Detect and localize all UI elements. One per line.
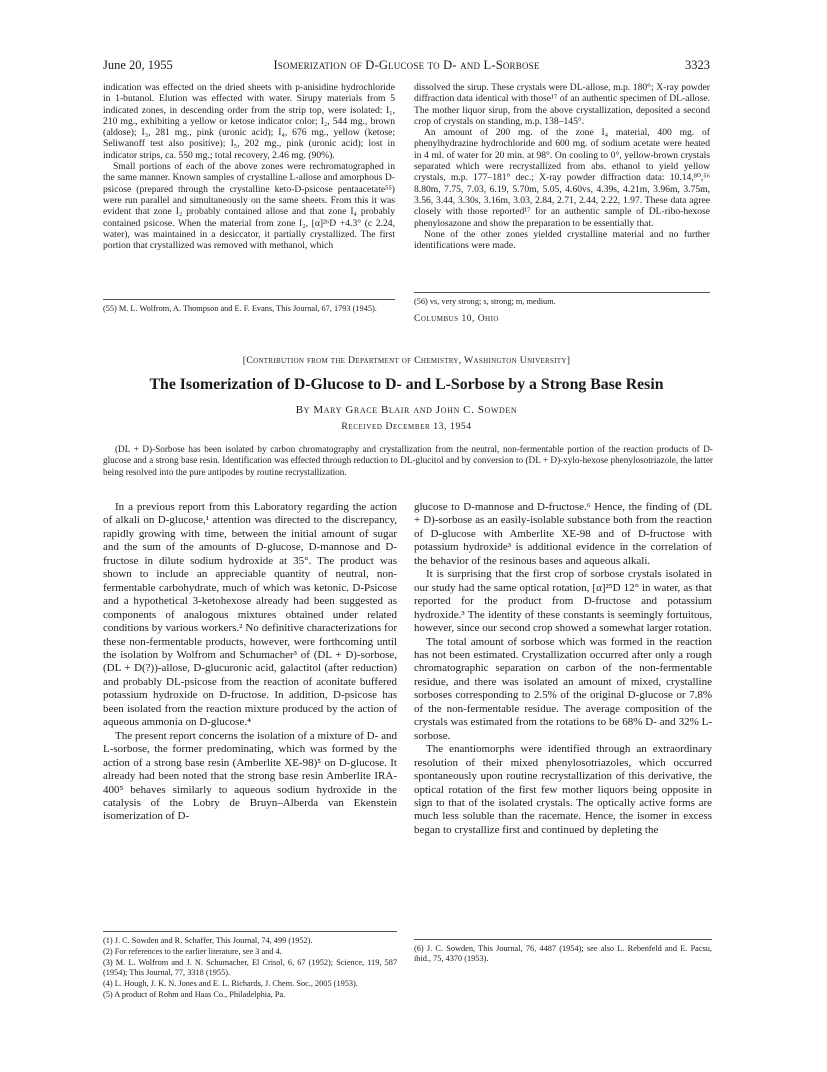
paragraph: The enantiomorphs were identified through an extraordinary resolution of their mixed phenylosotriazoles, which occurred spontaneously upon routine recrystallization of this derivative, the optical rotation of the first few mother liquors being opposite in sign to that of the isolated crystals. The optically active forms are much less soluble than the racemate. Hence, the isomer in excess began to crystallize first and continued by depleting the [414, 743, 712, 836]
footnote-rule [103, 931, 397, 932]
issue-date: June 20, 1955 [103, 58, 173, 72]
authors: By Mary Grace Blair and John C. Sowden [295, 404, 518, 416]
contribution-line: [Contribution from the Department of Chemistry, Washington University] [242, 355, 571, 366]
footnote-item: (56) vs, very strong; s, strong; m, medium. [414, 297, 556, 306]
footnote [103, 304, 395, 315]
footnote-item: (4) L. Hough, J. K. N. Jones and E. L. Richards, J. Chem. Soc., 2005 (1953). [103, 979, 358, 988]
paragraph: None of the other zones yielded crystalline material and no further identifications were made. [414, 228, 710, 252]
footnote [414, 297, 710, 308]
footnote-item: (6) J. C. Sowden, This Journal, 76, 4487 (1954); see also L. Rebenfeld and E. Pacsu, ibid., 75, 4370 (1953). [414, 944, 712, 963]
page-number: 3323 [685, 58, 710, 72]
footnote-item: (55) M. L. Wolfrom, A. Thompson and E. F. Evans, This Journal, 67, 1793 (1945). [103, 304, 377, 313]
paragraph: glucose to D-mannose and D-fructose.⁶ Hence, the finding of (DL + D)-sorbose as an easily-isolable substance both from the reaction of D-glucose with Amberlite XE-98 and of D-fructose with potassium hydroxide³ is additional evidence in the correlation of the behavior of the resinous bases and aqueous alkali. [414, 501, 712, 567]
paragraph: In a previous report from this Laboratory regarding the action of alkali on D-glucose,¹ attention was directed to the discrepancy, rapidly growing with time, between the initial amount of sugar and the sum of the amounts of D-glucose, D-mannose and D-fructose in dilute sodium hydroxide at 35°. The product was shown to include an appreciable quantity of neutral, non-fermentable carbohydrate, much of which was ketonic. D-Psicose and a hypothetical 3-ketohexose already had been suggested as components of analogous mixtures obtained under related conditions by various workers.² No definitive characterizations for these non-fermentable products, however, were forthcoming until the isolation by Wolfrom and Schumacher³ of (DL + D)-sorbose, (DL + D(?))-allose, D-glucuronic acid, galactitol (after reduction) and probably DL-psicose from the reaction of aconitate buffered potassium hydroxide on D-fructose. In addition, D-psicose has been isolated from the reaction mixture produced by the action of aqueous ammonia on D-glucose.⁴ [103, 501, 397, 729]
city-line: Columbus 10, Ohio [414, 314, 499, 324]
running-title: Isomerization of D-Glucose to D- and L-Sorbose [273, 58, 540, 72]
footnote-item: (5) A product of Rohm and Haas Co., Philadelphia, Pa. [103, 990, 286, 999]
received-date: Received December 13, 1954 [341, 421, 472, 432]
paragraph: The present report concerns the isolation of a mixture of D- and L-sorbose, the former predominating, which was formed by the action of a strong base resin (Amberlite XE-98)⁵ on D-glucose. It already had been noted that the strong base resin Amberlite IRA-400⁵ behaves similarly to aqueous sodium hydroxide in the catalysis of the Lobry de Bruyn–Alberda van Ekenstein isomerization of D- [103, 729, 397, 823]
footnote-item: (2) For references to the earlier literature, see 3 and 4. [103, 947, 282, 956]
paragraph: Small portions of each of the above zones were rechromatographed in the same manner. Known samples of crystalline L-allose and amorphous D-psicose (prepared through the crystalline keto-D-psicose pentaacetate⁵⁵) were run parallel and simultaneously on the same sheets. From this it was evident that zone I₂ probably contained allose and that zone I₄ probably contained psicose. When the material from zone I₂, [α]²⁶D +4.3° (c 2.24, water), was maintained in a desiccator, it partially crystallized. The first portion that crystallized was removed with methanol, which [103, 161, 395, 252]
footnotes [103, 936, 397, 1001]
footnote-rule [103, 299, 395, 300]
paragraph: dissolved the sirup. These crystals were DL-allose, m.p. 180°; X-ray powder diffraction data identical with those¹⁷ of an authentic specimen of DL-allose. The mother liquor sirup, from the above crystallization, deposited a second crop of crystals on standing, m.p. 138–145°. [414, 82, 710, 127]
footnote-rule [414, 939, 712, 940]
paragraph: It is surprising that the first crop of sorbose crystals isolated in our study had the same optical rotation, [α]²⁵D 12° in water, as that reported for the product from D-fructose and potassium hydroxide.³ The identity of these constants is seemingly fortuitous, however, since our second crop showed a somewhat larger rotation. [414, 568, 712, 635]
paragraph: indication was effected on the dried sheets with p-anisidine hydrochloride in 1-butanol. Elution was effected with water. Sirupy materials from 5 indicated zones, in descending order from the strip top, were isolated: I₁, 210 mg., exhibiting a yellow or ketose indicator color; I₂, 544 mg., brown (aldose); I₃, 281 mg., pink (uronic acid); I₄, 676 mg., yellow (ketose; Seliwanoff test also positive); I₅, 202 mg., pink (uronic acid); lost in indicator strips, ca. 550 mg.; total recovery, 2.46 mg. (90%). [103, 82, 395, 161]
article-title: The Isomerization of D-Glucose to D- and L-Sorbose by a Strong Base Resin [149, 376, 664, 393]
footnote-item: (1) J. C. Sowden and R. Schaffer, This Journal, 74, 499 (1952). [103, 936, 313, 945]
abstract: (DL + D)-Sorbose has been isolated by carbon chromatography and crystallization from the neutral, non-fermentable portion of the reaction products of D-glucose and a strong base resin. Identification was effected through reduction to DL-glucitol and by conversion to (DL + D)-xylo-hexose phenylosotriazole, the latter being resolved into the pure antipodes by routine recrystallization. [103, 444, 713, 477]
top-right-column [414, 82, 710, 251]
paragraph: The total amount of sorbose which was formed in the reaction has not been estimated. Crystallization occurred after only a rough chromatographic separation on carbon of the non-fermentable residue, and there was isolated an amount of mixed, crystalline sorboses corresponding to 2.5% of the original D-glucose or 7.8% of the non-fermentable residue. The average composition of the crystals was estimated from the rotations to be 68% D- and 32% L-sorbose. [414, 635, 712, 742]
body-left-column [103, 501, 397, 824]
footnote-rule [414, 292, 710, 293]
footnote [414, 944, 712, 965]
paragraph: An amount of 200 mg. of the zone I₄ material, 400 mg. of phenylhydrazine hydrochloride and 600 mg. of sodium acetate were heated in 4 ml. of water for 20 min. at 98°. On cooling to 0°, yellow-brown crystals separated which were recrystallized from abs. ethanol to yield yellow crystals, m.p. 177–181° dec.; X-ray powder diffraction data: 10.14,⁸⁰,⁵⁶ 8.80m, 7.75, 7.03, 6.19, 5.70m, 5.05, 4.60vs, 4.39s, 4.21m, 3.96m, 3.75m, 3.56, 3.44, 3.30s, 3.16m, 3.03, 2.84, 2.71, 2.44, 2.22, 1.97. These data agree closely with those reported¹⁷ for an authentic sample of DL-ribo-hexose phenylosazone and show the preparation to be essentially that. [414, 127, 710, 229]
body-right-column [414, 501, 712, 837]
top-left-column [103, 82, 395, 251]
running-header [103, 58, 710, 74]
footnote-item: (3) M. L. Wolfrom and J. N. Schumacher, El Crisol, 6, 67 (1952); Science, 119, 587 (1954); This Journal, 77, 3318 (1955). [103, 958, 397, 977]
